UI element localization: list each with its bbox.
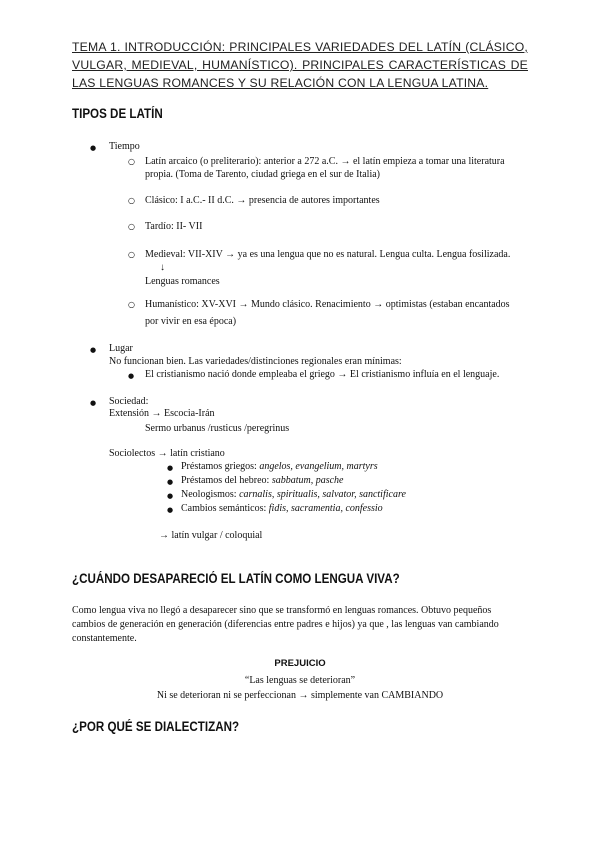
sociedad-extension: Extensión → Escocia-Irán	[109, 408, 215, 419]
lugar-description: No funcionan bien. Las variedades/distinciones regionales eran mínimas:	[109, 356, 402, 367]
sociolecto-item	[181, 461, 378, 473]
list-item-lugar: Lugar	[109, 343, 133, 354]
sub-bullet-icon: ○	[128, 196, 135, 205]
bullet-icon: ●	[90, 346, 97, 354]
sociolecto-item	[181, 489, 406, 501]
cambios-semanticos-examples: fidis, sacramentia, confessio	[268, 503, 383, 514]
bullet-icon: ●	[167, 492, 174, 500]
page-title: TEMA 1. INTRODUCCIÓN: PRINCIPALES VARIEDADES DEL LATÍN (CLÁSICO, VULGAR, MEDIEVAL, HUMANÍSTICO). PRINCIPALES CARACTERÍSTICAS DE LAS LENGUAS ROMANCES Y SU RELACIÓN CON LA LENGUA LATINA.	[72, 40, 528, 90]
lugar-cristianismo: El cristianismo nació donde empleaba el griego → El cristianismo influía en el lenguaje.	[145, 369, 500, 380]
sociolecto-item	[181, 475, 343, 487]
prestamos-hebreo-label: Préstamos del hebreo:	[181, 475, 272, 486]
prejuicio-quote: “Las lenguas se deterioran”	[244, 675, 356, 686]
tiempo-medieval-romances: Lenguas romances	[145, 276, 220, 287]
prejuicio-answer: Ni se deterioran ni se perfeccionan → simplemente van CAMBIANDO	[156, 690, 444, 701]
sociedad-sermo: Sermo urbanus /rusticus /peregrinus	[145, 423, 290, 434]
prejuicio-title: PREJUICIO	[274, 658, 326, 669]
arrow-down-icon: ↓	[160, 262, 165, 273]
bullet-icon: ●	[90, 144, 97, 152]
bullet-icon: ●	[167, 506, 174, 514]
cuando-paragraph-line1: Como lengua viva no llegó a desaparecer sino que se transformó en lenguas romances. Obtuvo pequeños	[72, 605, 492, 616]
tiempo-medieval: Medieval: VII-XIV → ya es una lengua que no es natural. Lengua culta. Lengua fosilizada.	[145, 249, 511, 260]
prestamos-griegos-label: Préstamos griegos:	[181, 461, 260, 472]
neologismos-examples: carnalis, spiritualis, salvator, sanctificare	[239, 489, 406, 500]
bullet-icon: ●	[128, 372, 135, 380]
cuando-paragraph-line2: cambios de generación en generación (diferencias entre padres e hijos) ya que , las lenguas van cambiando	[72, 619, 499, 630]
prestamos-griegos-examples: angelos, evangelium, martyrs	[259, 461, 378, 472]
section-heading-porque: ¿POR QUÉ SE DIALECTIZAN?	[72, 719, 240, 734]
neologismos-label: Neologismos:	[181, 489, 240, 500]
cambios-semanticos-label: Cambios semánticos:	[181, 503, 269, 514]
bullet-icon: ●	[167, 464, 174, 472]
cuando-paragraph-line3: constantemente.	[72, 633, 137, 644]
sub-bullet-icon: ○	[128, 222, 135, 231]
prestamos-hebreo-examples: sabbatum, pasche	[271, 475, 344, 486]
sub-bullet-icon: ○	[128, 157, 135, 166]
sociedad-sociolectos: Sociolectos → latín cristiano	[109, 448, 225, 459]
list-item-tiempo: Tiempo	[109, 141, 140, 152]
tiempo-humanistico-line1: Humanístico: XV-XVI → Mundo clásico. Renacimiento → optimistas (estaban encantados	[145, 299, 510, 310]
list-item-sociedad: Sociedad:	[109, 396, 149, 407]
section-heading-cuando: ¿CUÁNDO DESAPARECIÓ EL LATÍN COMO LENGUA VIVA?	[72, 571, 400, 586]
tiempo-clasico: Clásico: I a.C.- II d.C. → presencia de autores importantes	[145, 195, 380, 206]
bullet-icon: ●	[90, 399, 97, 407]
sociedad-latin-vulgar: → latín vulgar / coloquial	[159, 530, 263, 541]
tiempo-tardio: Tardío: II- VII	[145, 221, 203, 232]
sub-bullet-icon: ○	[128, 300, 135, 309]
section-heading-tipos: TIPOS DE LATÍN	[72, 106, 163, 121]
tiempo-arcaico-line2: propia. (Toma de Tarento, ciudad griega en el sur de Italia)	[145, 169, 380, 180]
sub-bullet-icon: ○	[128, 250, 135, 259]
tiempo-arcaico-line1: Latín arcaico (o preliterario): anterior a 272 a.C. → el latín empieza a tomar una literatura	[145, 156, 505, 167]
sociolecto-item	[181, 503, 383, 515]
tiempo-humanistico-line2: por vivir en esa época)	[145, 316, 237, 327]
bullet-icon: ●	[167, 478, 174, 486]
